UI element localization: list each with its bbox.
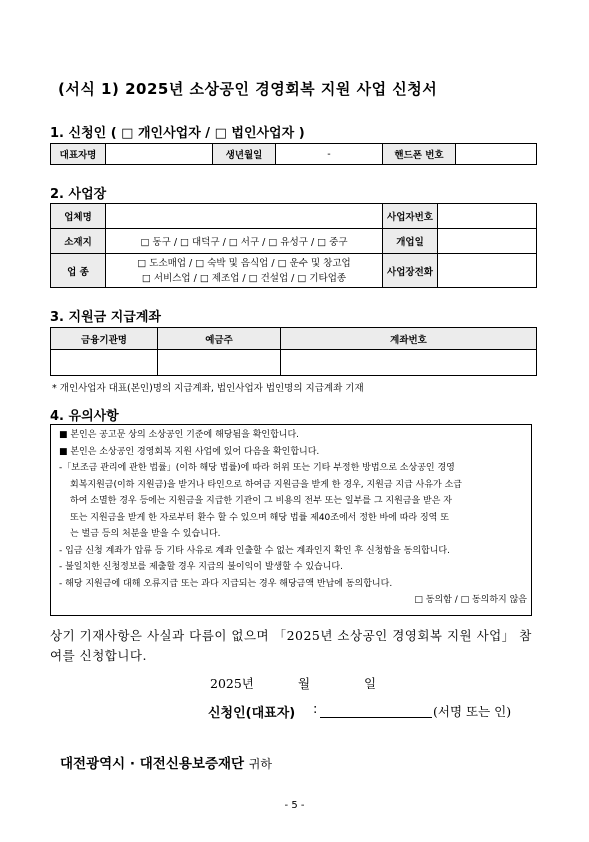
notice-box [50, 424, 532, 616]
confirmation-text: 상기 기재사항은 사실과 다름이 없으며 「2025년 소상공인 경영회복 지원 사업」 참여를 신청합니다. [50, 628, 532, 663]
notice-line: 또는 지원금을 받게 한 자로부터 환수 할 수 있으며 해당 법률 제40조에서 정한 바에 따라 징역 또 [70, 512, 449, 523]
rep-name-field[interactable] [106, 144, 213, 165]
section1-heading: 1. 신청인 ( □ 개인사업자 / □ 법인사업자 ) [50, 126, 305, 141]
company-label: 업체명 [51, 204, 106, 229]
date-year[interactable]: 2025년 [210, 676, 254, 691]
agree-options[interactable]: □ 동의함 / □ 동의하지 않음 [414, 595, 527, 605]
account-label: 계좌번호 [281, 328, 537, 350]
section2-heading: 2. 사업장 [50, 187, 107, 202]
addressee-suffix: 귀하 [248, 757, 272, 771]
notice-line: - 해당 지원금에 대해 오류지급 또는 과다 지급되는 경우 해당금액 반납에 동의합니다. [59, 578, 393, 589]
date-month[interactable]: 월 [298, 676, 311, 691]
date-day[interactable]: 일 [364, 676, 377, 691]
industry-label: 업 종 [51, 254, 106, 288]
location-label: 소재지 [51, 229, 106, 254]
birth-field[interactable]: - [276, 144, 383, 165]
holder-field[interactable] [158, 350, 281, 376]
notice-line: 하여 소멸한 경우 등에는 지원금을 지급한 기관이 그 비용의 전부 또는 일부를 그 지원금을 받은 자 [70, 496, 452, 506]
page-number: - 5 - [284, 800, 305, 811]
addressee [60, 752, 272, 772]
bizphone-label: 사업장전화 [383, 254, 438, 288]
signature-line[interactable] [320, 717, 432, 718]
phone-label: 핸드폰 번호 [383, 144, 456, 165]
business-table [50, 203, 537, 288]
account-field[interactable] [281, 350, 537, 376]
bizno-field[interactable] [438, 204, 537, 229]
holder-label: 예금주 [158, 328, 281, 350]
company-field[interactable] [106, 204, 383, 229]
account-note: * 개인사업자 대표(본인)명의 지급계좌, 법인사업자 법인명의 지급계좌 기재 [52, 383, 364, 394]
industry-line-1: □ 도소매업 / □ 숙박 및 음식업 / □ 운수 및 창고업 [137, 257, 351, 269]
signature-note: (서명 또는 인) [433, 704, 512, 719]
notice-line: 회복지원금(이하 지원금)을 받거나 타인으로 하여금 지원금을 받게 한 경우, 지원금 지급 사유가 소급 [70, 479, 462, 490]
birth-label: 생년월일 [213, 144, 276, 165]
applicant-colon: : [313, 702, 318, 717]
rep-name-label: 대표자명 [51, 144, 106, 165]
bank-field[interactable] [51, 350, 158, 376]
opendate-field[interactable] [438, 229, 537, 254]
document-title: (서식 1) 2025년 소상공인 경영회복 지원 사업 신청서 [58, 80, 438, 98]
section3-heading: 3. 지원금 지급계좌 [50, 310, 161, 325]
applicant-label: 신청인(대표자) [208, 706, 296, 721]
notice-line: ■ 본인은 공고문 상의 소상공인 기준에 해당됨을 확인합니다. [59, 430, 300, 440]
section4-heading: 4. 유의사항 [50, 409, 119, 424]
notice-line: - 불일치한 신청정보를 제출할 경우 지급의 불이익이 발생할 수 있습니다. [59, 562, 343, 572]
account-table [50, 327, 537, 376]
applicant-table [50, 143, 537, 165]
industry-options[interactable] [106, 254, 383, 288]
opendate-label: 개업일 [383, 229, 438, 254]
bizno-label: 사업자번호 [383, 204, 438, 229]
location-options[interactable]: □ 동구 / □ 대덕구 / □ 서구 / □ 유성구 / □ 중구 [106, 229, 383, 254]
phone-field[interactable] [456, 144, 537, 165]
industry-line-2: □ 서비스업 / □ 제조업 / □ 건설업 / □ 기타업종 [141, 272, 347, 284]
notice-line: ■ 본인은 소상공인 경영회복 지원 사업에 있어 다음을 확인합니다. [59, 446, 320, 457]
bizphone-field[interactable] [438, 254, 537, 288]
notice-line: - 입금 신청 계좌가 압류 등 기타 사유로 계좌 인출할 수 없는 계좌인지 확인 후 신청함을 동의합니다. [59, 545, 450, 556]
notice-line: -「보조금 관리에 관한 법률」(이하 해당 법률)에 따라 허위 또는 기타 부정한 방법으로 소상공인 경영 [59, 463, 455, 473]
bank-label: 금융기관명 [51, 328, 158, 350]
notice-line: 는 벌금 등의 처분을 받을 수 있습니다. [70, 529, 221, 539]
addressee-org: 대전광역시 · 대전신용보증재단 [60, 756, 245, 772]
